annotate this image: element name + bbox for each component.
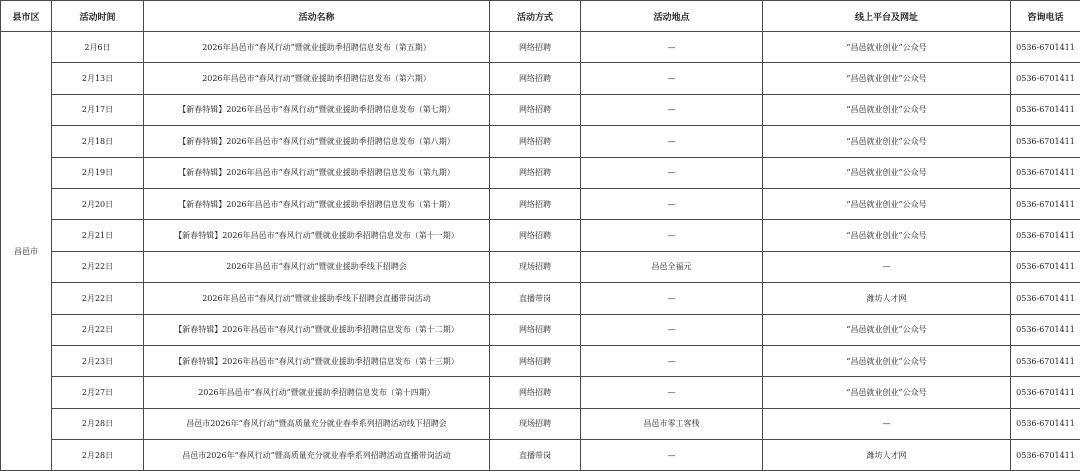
header-method: 活动方式 [490, 1, 581, 32]
cell-date: 2月17日 [52, 94, 144, 125]
cell-date: 2月28日 [52, 408, 144, 439]
cell-platform: “昌邑就业创业”公众号 [763, 220, 1011, 251]
table-body [1, 32, 1080, 471]
cell-location: — [581, 440, 763, 471]
cell-location: — [581, 126, 763, 157]
county-cell: 昌邑市 [1, 32, 52, 471]
cell-date: 2月21日 [52, 220, 144, 251]
cell-platform: “昌邑就业创业”公众号 [763, 63, 1011, 94]
cell-event-name: 2026年昌邑市“春风行动”暨就业援助季线下招聘会 [144, 251, 490, 282]
cell-date: 2月22日 [52, 314, 144, 345]
cell-phone: 0536-6701411 [1011, 345, 1080, 376]
cell-date: 2月19日 [52, 157, 144, 188]
cell-event-name: 昌邑市2026年“春风行动”暨高质量充分就业春季系列招聘活动线下招聘会 [144, 408, 490, 439]
cell-event-name: 昌邑市2026年“春风行动”暨高质量充分就业春季系列招聘活动直播带岗活动 [144, 440, 490, 471]
table-row [1, 408, 1080, 439]
cell-method: 网络招聘 [490, 94, 581, 125]
cell-location: — [581, 157, 763, 188]
cell-date: 2月18日 [52, 126, 144, 157]
cell-location: — [581, 345, 763, 376]
cell-method: 网络招聘 [490, 188, 581, 219]
cell-location: — [581, 63, 763, 94]
table-row [1, 314, 1080, 345]
table-row [1, 377, 1080, 408]
cell-date: 2月23日 [52, 345, 144, 376]
cell-platform: “昌邑就业创业”公众号 [763, 126, 1011, 157]
cell-phone: 0536-6701411 [1011, 377, 1080, 408]
cell-method: 网络招聘 [490, 157, 581, 188]
cell-location: 昌邑市零工客栈 [581, 408, 763, 439]
cell-date: 2月13日 [52, 63, 144, 94]
cell-phone: 0536-6701411 [1011, 63, 1080, 94]
cell-event-name: 2026年昌邑市“春风行动”暨就业援助季招聘信息发布（第六期） [144, 63, 490, 94]
table-row [1, 188, 1080, 219]
cell-location: — [581, 314, 763, 345]
cell-platform: 潍坊人才网 [763, 440, 1011, 471]
cell-method: 现场招聘 [490, 251, 581, 282]
cell-location: — [581, 188, 763, 219]
cell-date: 2月28日 [52, 440, 144, 471]
cell-event-name: 【新春特辑】2026年昌邑市“春风行动”暨就业援助季招聘信息发布（第十一期） [144, 220, 490, 251]
table-header-row [1, 1, 1080, 32]
cell-event-name: 2026年昌邑市“春风行动”暨就业援助季招聘信息发布（第五期） [144, 32, 490, 63]
cell-event-name: 【新春特辑】2026年昌邑市“春风行动”暨就业援助季招聘信息发布（第十二期） [144, 314, 490, 345]
cell-phone: 0536-6701411 [1011, 157, 1080, 188]
cell-method: 网络招聘 [490, 314, 581, 345]
cell-location: — [581, 220, 763, 251]
cell-phone: 0536-6701411 [1011, 314, 1080, 345]
cell-location: — [581, 32, 763, 63]
table-row [1, 63, 1080, 94]
cell-method: 网络招聘 [490, 32, 581, 63]
header-phone: 咨询电话 [1011, 1, 1080, 32]
cell-location: — [581, 283, 763, 314]
cell-platform: “昌邑就业创业”公众号 [763, 94, 1011, 125]
table-row [1, 220, 1080, 251]
cell-event-name: 【新春特辑】2026年昌邑市“春风行动”暨就业援助季招聘信息发布（第七期） [144, 94, 490, 125]
cell-platform: “昌邑就业创业”公众号 [763, 314, 1011, 345]
cell-phone: 0536-6701411 [1011, 94, 1080, 125]
cell-event-name: 2026年昌邑市“春风行动”暨就业援助季招聘信息发布（第十四期） [144, 377, 490, 408]
cell-event-name: 【新春特辑】2026年昌邑市“春风行动”暨就业援助季招聘信息发布（第十三期） [144, 345, 490, 376]
cell-platform: — [763, 408, 1011, 439]
header-location: 活动地点 [581, 1, 763, 32]
cell-phone: 0536-6701411 [1011, 440, 1080, 471]
cell-method: 网络招聘 [490, 345, 581, 376]
cell-method: 直播带岗 [490, 440, 581, 471]
cell-platform: “昌邑就业创业”公众号 [763, 157, 1011, 188]
header-date: 活动时间 [52, 1, 144, 32]
cell-date: 2月27日 [52, 377, 144, 408]
header-county: 县市区 [1, 1, 52, 32]
table-row [1, 283, 1080, 314]
cell-location: 昌邑全福元 [581, 251, 763, 282]
cell-method: 网络招聘 [490, 63, 581, 94]
cell-method: 网络招聘 [490, 220, 581, 251]
table-row [1, 345, 1080, 376]
cell-phone: 0536-6701411 [1011, 220, 1080, 251]
table-row [1, 94, 1080, 125]
cell-date: 2月22日 [52, 283, 144, 314]
cell-phone: 0536-6701411 [1011, 188, 1080, 219]
cell-phone: 0536-6701411 [1011, 283, 1080, 314]
cell-method: 直播带岗 [490, 283, 581, 314]
cell-method: 网络招聘 [490, 126, 581, 157]
cell-event-name: 【新春特辑】2026年昌邑市“春风行动”暨就业援助季招聘信息发布（第八期） [144, 126, 490, 157]
header-event-name: 活动名称 [144, 1, 490, 32]
cell-date: 2月22日 [52, 251, 144, 282]
cell-event-name: 2026年昌邑市“春风行动”暨就业援助季线下招聘会直播带岗活动 [144, 283, 490, 314]
cell-platform: “昌邑就业创业”公众号 [763, 32, 1011, 63]
cell-platform: — [763, 251, 1011, 282]
cell-method: 网络招聘 [490, 377, 581, 408]
cell-location: — [581, 377, 763, 408]
cell-location: — [581, 94, 763, 125]
cell-date: 2月6日 [52, 32, 144, 63]
cell-date: 2月20日 [52, 188, 144, 219]
cell-method: 现场招聘 [490, 408, 581, 439]
cell-platform: “昌邑就业创业”公众号 [763, 345, 1011, 376]
cell-platform: “昌邑就业创业”公众号 [763, 188, 1011, 219]
cell-phone: 0536-6701411 [1011, 408, 1080, 439]
cell-phone: 0536-6701411 [1011, 251, 1080, 282]
table-row [1, 126, 1080, 157]
cell-phone: 0536-6701411 [1011, 32, 1080, 63]
header-platform: 线上平台及网址 [763, 1, 1011, 32]
table-row [1, 32, 1080, 63]
table-row [1, 157, 1080, 188]
table-row [1, 251, 1080, 282]
cell-event-name: 【新春特辑】2026年昌邑市“春风行动”暨就业援助季招聘信息发布（第十期） [144, 188, 490, 219]
cell-platform: “昌邑就业创业”公众号 [763, 377, 1011, 408]
cell-platform: 潍坊人才网 [763, 283, 1011, 314]
table-row [1, 440, 1080, 471]
cell-event-name: 【新春特辑】2026年昌邑市“春风行动”暨就业援助季招聘信息发布（第九期） [144, 157, 490, 188]
cell-phone: 0536-6701411 [1011, 126, 1080, 157]
